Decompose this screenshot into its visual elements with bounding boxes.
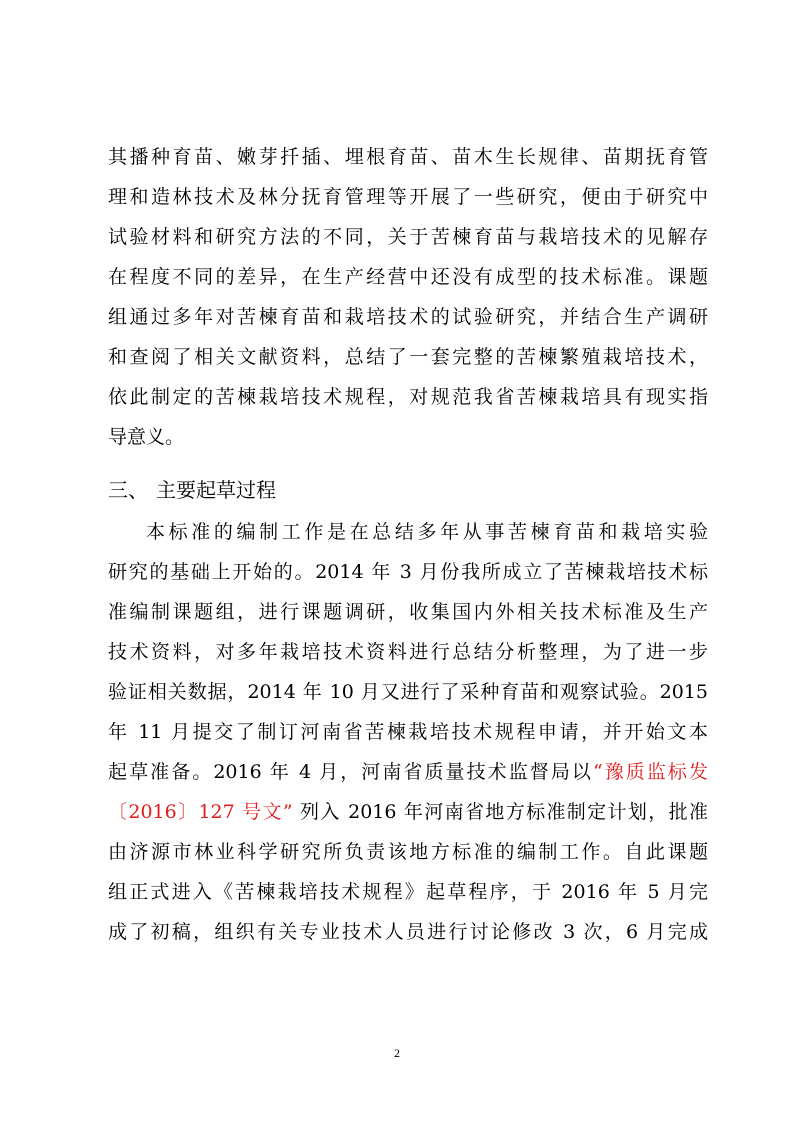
para1-line-4: 在程度不同的差异，在生产经营中还没有成型的技术标准。课题 xyxy=(108,266,708,288)
para1-line-7: 依此制定的苦楝栽培技术规程，对规范我省苦楝栽培具有现实指 xyxy=(108,386,708,408)
para2-line-4: 技术资料，对多年栽培技术资料进行总结分析整理，为了进一步 xyxy=(108,641,708,663)
para1-line-8: 导意义。 xyxy=(108,426,185,448)
section-heading xyxy=(108,470,276,510)
page-number: 2 xyxy=(394,1046,400,1060)
para2-line-9: 由济源市林业科学研究所负责该地方标准的编制工作。自此课题 xyxy=(108,841,708,863)
section-title: 主要起草过程 xyxy=(156,478,276,502)
para2-line-10: 组正式进入《苦楝栽培技术规程》起草程序，于 2016 年 5 月完 xyxy=(108,881,708,903)
para1-line-2: 理和造林技术及林分抚育管理等开展了一些研究，便由于研究中 xyxy=(108,186,708,208)
para2-line-5: 验证相关数据，2014 年 10 月又进行了采种育苗和观察试验。2015 xyxy=(108,681,708,703)
para2-line-3: 准编制课题组，进行课题调研，收集国内外相关技术标准及生产 xyxy=(108,601,708,623)
para2-line-1: 本标准的编制工作是在总结多年从事苦楝育苗和栽培实验 xyxy=(146,521,708,543)
para1-line-6: 和查阅了相关文献资料，总结了一套完整的苦楝繁殖栽培技术， xyxy=(108,346,708,368)
document-reference-end: 〔2016〕127 号文” xyxy=(108,801,293,823)
para1-line-5: 组通过多年对苦楝育苗和栽培技术的试验研究，并结合生产调研 xyxy=(108,306,708,328)
para2-line-6: 年 11 月提交了制订河南省苦楝栽培技术规程申请，并开始文本 xyxy=(108,721,708,743)
para1-line-1: 其播种育苗、嫩芽扦插、埋根育苗、苗木生长规律、苗期抚育管 xyxy=(108,146,708,168)
para2-line-8-text: 列入 2016 年河南省地方标准制定计划，批准 xyxy=(299,801,708,823)
para2-line-8 xyxy=(108,792,708,832)
para2-line-7-text: 起草准备。2016 年 4 月，河南省质量技术监督局以 xyxy=(108,761,593,783)
para1-line-3: 试验材料和研究方法的不同，关于苦楝育苗与栽培技术的见解存 xyxy=(108,226,708,248)
para2-line-2: 研究的基础上开始的。2014 年 3 月份我所成立了苦楝栽培技术标 xyxy=(108,561,708,583)
para2-line-7 xyxy=(108,752,708,792)
section-number: 三、 xyxy=(108,478,148,502)
document-reference-start: “豫质监标发 xyxy=(592,761,709,783)
para2-line-11: 成了初稿，组织有关专业技术人员进行讨论修改 3 次，6 月完成 xyxy=(108,921,708,943)
